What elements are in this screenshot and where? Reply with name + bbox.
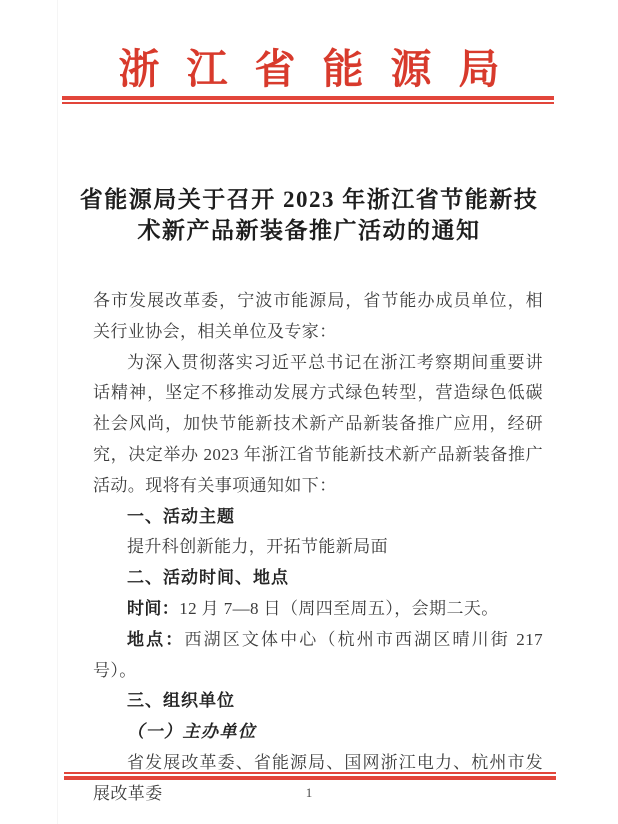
time-label: 时间：: [127, 598, 180, 618]
document-body: [0, 286, 618, 810]
place-value: 西湖区文体中心（杭州市西湖区晴川街 217 号）。: [93, 629, 543, 680]
time-value: 12 月 7—8 日（周四至周五），会期二天。: [179, 598, 499, 618]
page-number: 1: [305, 785, 313, 800]
letterhead-org-name: 浙江省能源局: [118, 46, 527, 92]
letterhead-double-rule: [62, 96, 554, 104]
salutation-paragraph: 各市发展改革委，宁波市能源局，省节能办成员单位，相关行业协会，相关单位及专家：: [93, 291, 543, 341]
document-title-line1: 省能源局关于召开 2023 年浙江省节能新技: [79, 187, 539, 212]
document-title: [0, 184, 618, 246]
place-label: 地点：: [127, 629, 185, 649]
organizers-paragraph: 省发展改革委、省能源局、国网浙江电力、杭州市发展改革委: [93, 752, 543, 803]
section-1-content: 提升科创新能力，开拓节能新局面: [127, 537, 388, 557]
section-1-heading: 一、活动主题: [127, 506, 235, 526]
letterhead: [0, 0, 618, 94]
time-line: [93, 594, 543, 625]
footer-double-rule: [64, 772, 556, 780]
intro-paragraph: 为深入贯彻落实习近平总书记在浙江考察期间重要讲话精神，坚定不移推动发展方式绿色转型，营造绿色低碳社会风尚，加快节能新技术新产品新装备推广应用，经研究，决定举办 2023 年浙江省节能新技术新产品新装备推广活动。现将有关事项通知如下：: [93, 352, 543, 495]
place-line: [93, 625, 543, 687]
scan-seam: [57, 0, 58, 824]
document-title-line2: 术新产品新装备推广活动的通知: [137, 218, 481, 243]
subsection-1-heading: （一）主办单位: [127, 722, 257, 742]
section-2-heading: 二、活动时间、地点: [127, 568, 289, 588]
section-3-heading: 三、组织单位: [127, 691, 235, 711]
footer-rule-thick: [64, 776, 556, 780]
letterhead-rule-thin: [62, 102, 554, 104]
